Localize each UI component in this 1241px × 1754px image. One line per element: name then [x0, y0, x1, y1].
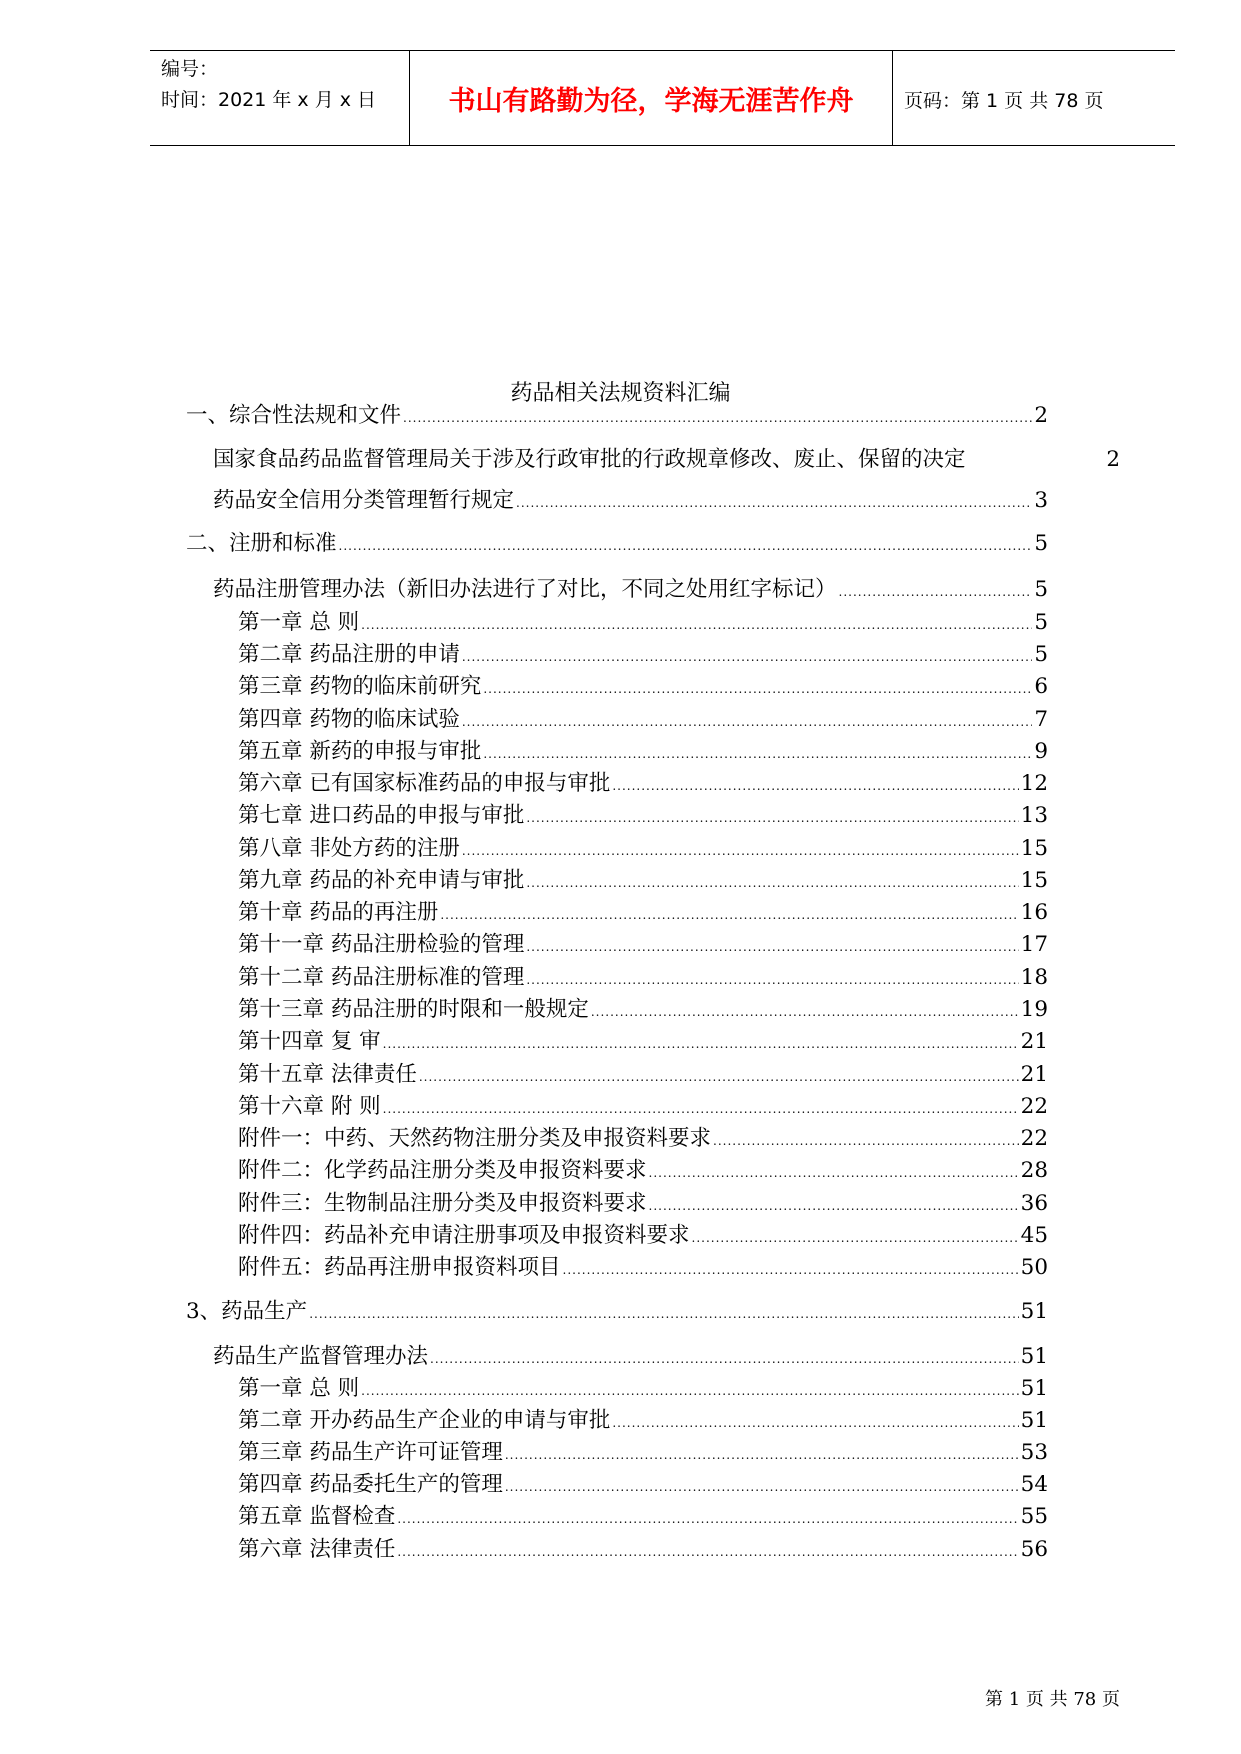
- toc-entry[interactable]: [238, 1153, 1048, 1184]
- toc-leader-dots: [419, 1070, 1019, 1084]
- toc-leader-dots: [440, 908, 1018, 922]
- toc-entry[interactable]: [238, 734, 1048, 765]
- toc-entry-page: 51: [1020, 1408, 1048, 1433]
- toc-leader-dots: [361, 1384, 1018, 1398]
- toc-leader-dots: [462, 650, 1032, 664]
- toc-leader-dots: [692, 1231, 1019, 1245]
- toc-leader-dots: [612, 779, 1018, 793]
- page-footer: 第 1 页 共 78 页: [985, 1689, 1120, 1710]
- toc-entry[interactable]: [213, 572, 1048, 603]
- toc-entry[interactable]: [238, 831, 1048, 862]
- number-label: 编号：: [161, 58, 219, 80]
- toc-leader-dots: [612, 1416, 1018, 1430]
- toc-entry-page: 21: [1020, 1029, 1048, 1054]
- toc-entry-label: 第二章 开办药品生产企业的申请与审批: [238, 1408, 611, 1433]
- page-info: 页码：第 1 页 共 78 页: [904, 90, 1104, 112]
- toc-entry-label: 第六章 已有国家标准药品的申报与审批: [238, 771, 611, 796]
- toc-entry-page: 3: [1034, 488, 1048, 513]
- document-title: 药品相关法规资料汇编: [510, 381, 731, 406]
- toc-entry-label: 附件二：化学药品注册分类及申报资料要求: [238, 1158, 647, 1183]
- toc-entry-page: 56: [1020, 1537, 1048, 1562]
- toc-entry[interactable]: [238, 798, 1048, 829]
- toc-entry-page: 5: [1034, 531, 1048, 556]
- toc-leader-dots: [526, 876, 1018, 890]
- toc-leader-dots: [526, 973, 1018, 987]
- toc-leader-dots: [649, 1199, 1019, 1213]
- toc-entry-label: 附件四：药品补充申请注册事项及申报资料要求: [238, 1223, 690, 1248]
- toc-entry[interactable]: [238, 1250, 1048, 1281]
- toc-entry[interactable]: [238, 1089, 1048, 1120]
- toc-entry-page: 2: [1106, 447, 1120, 472]
- toc-entry[interactable]: [238, 1467, 1048, 1498]
- toc-entry-label: 第七章 进口药品的申报与审批: [238, 803, 525, 828]
- toc-leader-dots: [430, 1352, 1019, 1366]
- toc-leader-dots: [361, 618, 1032, 632]
- toc-leader-dots: [383, 1102, 1019, 1116]
- toc-entry-label: 附件三：生物制品注册分类及申报资料要求: [238, 1191, 647, 1216]
- toc-entry-label: 第八章 非处方药的注册: [238, 836, 460, 861]
- toc-entry[interactable]: [186, 398, 1048, 429]
- toc-entry-page: 55: [1020, 1504, 1048, 1529]
- toc-entry-label: 一、综合性法规和文件: [186, 403, 402, 428]
- toc-entry[interactable]: [238, 1499, 1048, 1530]
- toc-entry[interactable]: [238, 927, 1048, 958]
- toc-entry-label: 第九章 药品的补充申请与审批: [238, 868, 525, 893]
- toc-entry-page: 2: [1034, 403, 1048, 428]
- toc-leader-dots: [462, 715, 1032, 729]
- toc-entry-label: 二、注册和标准: [186, 531, 337, 556]
- toc-leader-dots: [591, 1005, 1019, 1019]
- toc-entry-label: 3、药品生产: [186, 1299, 308, 1324]
- toc-entry-page: 12: [1020, 771, 1048, 796]
- toc-leader-dots: [397, 1545, 1018, 1559]
- toc-entry-page: 15: [1020, 868, 1048, 893]
- toc-entry-label: 第一章 总 则: [238, 1376, 360, 1401]
- toc-entry-page: 19: [1020, 997, 1048, 1022]
- toc-leader-dots: [397, 1512, 1018, 1526]
- toc-entry-page: 21: [1020, 1062, 1048, 1087]
- toc-entry[interactable]: [238, 669, 1048, 700]
- toc-entry-page: 51: [1020, 1299, 1048, 1324]
- toc-entry[interactable]: [238, 1532, 1048, 1563]
- toc-entry[interactable]: [186, 526, 1048, 557]
- toc-leader-dots: [483, 682, 1032, 696]
- toc-entry-label: 药品注册管理办法（新旧办法进行了对比，不同之处用红字标记）: [213, 577, 837, 602]
- toc-entry-label: 第十二章 药品注册标准的管理: [238, 965, 525, 990]
- toc-entry-page: 22: [1020, 1126, 1048, 1151]
- toc-entry[interactable]: [213, 442, 1120, 473]
- toc-entry-label: 国家食品药品监督管理局关于涉及行政审批的行政规章修改、废止、保留的决定: [213, 447, 966, 472]
- toc-leader-dots: [526, 811, 1018, 825]
- toc-entry-page: 22: [1020, 1094, 1048, 1119]
- toc-entry-page: 5: [1034, 610, 1048, 635]
- toc-entry[interactable]: [238, 1121, 1048, 1152]
- toc-entry[interactable]: [213, 483, 1048, 514]
- toc-entry[interactable]: [238, 637, 1048, 668]
- toc-leader-dots: [309, 1307, 1018, 1321]
- toc-entry-page: 50: [1020, 1255, 1048, 1280]
- toc-leader-dots: [403, 411, 1032, 425]
- toc-entry[interactable]: [238, 863, 1048, 894]
- toc-entry-label: 药品生产监督管理办法: [213, 1344, 429, 1369]
- toc-entry-label: 第五章 新药的申报与审批: [238, 739, 482, 764]
- toc-entry-label: 第十五章 法律责任: [238, 1062, 417, 1087]
- toc-entry-page: 18: [1020, 965, 1048, 990]
- toc-entry-label: 第十四章 复 审: [238, 1029, 381, 1054]
- toc-leader-dots: [713, 1134, 1019, 1148]
- toc-entry-page: 7: [1034, 707, 1048, 732]
- time-label: 时间：2021 年 x 月 x 日: [161, 89, 377, 111]
- toc-entry[interactable]: [238, 1057, 1048, 1088]
- toc-entry[interactable]: [238, 992, 1048, 1023]
- toc-entry-page: 51: [1020, 1376, 1048, 1401]
- toc-leader-dots: [462, 844, 1019, 858]
- toc-entry[interactable]: [238, 1024, 1048, 1055]
- toc-entry[interactable]: [186, 1294, 1048, 1325]
- toc-entry[interactable]: [238, 1435, 1048, 1466]
- toc-entry-label: 第十三章 药品注册的时限和一般规定: [238, 997, 589, 1022]
- toc-entry[interactable]: [238, 605, 1048, 636]
- toc-leader-dots: [383, 1037, 1019, 1051]
- toc-entry-page: 51: [1020, 1344, 1048, 1369]
- toc-entry-label: 附件五：药品再注册申报资料项目: [238, 1255, 561, 1280]
- toc-entry-label: 第一章 总 则: [238, 610, 360, 635]
- toc-entry-page: 53: [1020, 1440, 1048, 1465]
- toc-leader-dots: [505, 1480, 1019, 1494]
- toc-entry[interactable]: [238, 1186, 1048, 1217]
- toc-entry[interactable]: [238, 895, 1048, 926]
- toc-entry-page: 16: [1020, 900, 1048, 925]
- toc-entry-label: 第十一章 药品注册检验的管理: [238, 932, 525, 957]
- toc-entry[interactable]: [238, 702, 1048, 733]
- toc-entry-page: 13: [1020, 803, 1048, 828]
- toc-entry-label: 第十六章 附 则: [238, 1094, 381, 1119]
- toc-entry-label: 第六章 法律责任: [238, 1537, 396, 1562]
- toc-leader-dots: [483, 747, 1032, 761]
- toc-entry-page: 28: [1020, 1158, 1048, 1183]
- toc-entry-label: 第三章 药品生产许可证管理: [238, 1440, 503, 1465]
- toc-entry-label: 药品安全信用分类管理暂行规定: [213, 488, 515, 513]
- toc-entry-label: 第三章 药物的临床前研究: [238, 674, 482, 699]
- toc-leader-dots: [516, 496, 1032, 510]
- toc-leader-dots: [339, 539, 1033, 553]
- toc-entry[interactable]: [238, 960, 1048, 991]
- toc-entry-page: 36: [1020, 1191, 1048, 1216]
- toc-leader-dots: [526, 940, 1018, 954]
- toc-entry[interactable]: [238, 1403, 1048, 1434]
- toc-entry-page: 9: [1034, 739, 1048, 764]
- toc-entry-label: 第四章 药品委托生产的管理: [238, 1472, 503, 1497]
- toc-entry[interactable]: [238, 1218, 1048, 1249]
- toc-entry-label: 第十章 药品的再注册: [238, 900, 439, 925]
- toc-entry-page: 6: [1034, 674, 1048, 699]
- toc-entry-label: 第二章 药品注册的申请: [238, 642, 460, 667]
- toc-entry[interactable]: [238, 1371, 1048, 1402]
- toc-entry-page: 17: [1020, 932, 1048, 957]
- toc-entry[interactable]: [213, 1339, 1048, 1370]
- toc-leader-dots: [839, 585, 1033, 599]
- motto: 书山有路勤为径，学海无涯苦作舟: [448, 86, 854, 117]
- toc-entry-page: 54: [1020, 1472, 1048, 1497]
- toc-entry-label: 附件一：中药、天然药物注册分类及申报资料要求: [238, 1126, 712, 1151]
- toc-entry-label: 第四章 药物的临床试验: [238, 707, 460, 732]
- toc-entry-page: 5: [1034, 577, 1048, 602]
- toc-leader-dots: [505, 1448, 1019, 1462]
- toc-entry-page: 15: [1020, 836, 1048, 861]
- toc-leader-dots: [649, 1166, 1019, 1180]
- toc-leader-dots: [563, 1263, 1019, 1277]
- toc-entry-label: 第五章 监督检查: [238, 1504, 396, 1529]
- toc-entry[interactable]: [238, 766, 1048, 797]
- toc-entry-page: 5: [1034, 642, 1048, 667]
- toc-entry-page: 45: [1020, 1223, 1048, 1248]
